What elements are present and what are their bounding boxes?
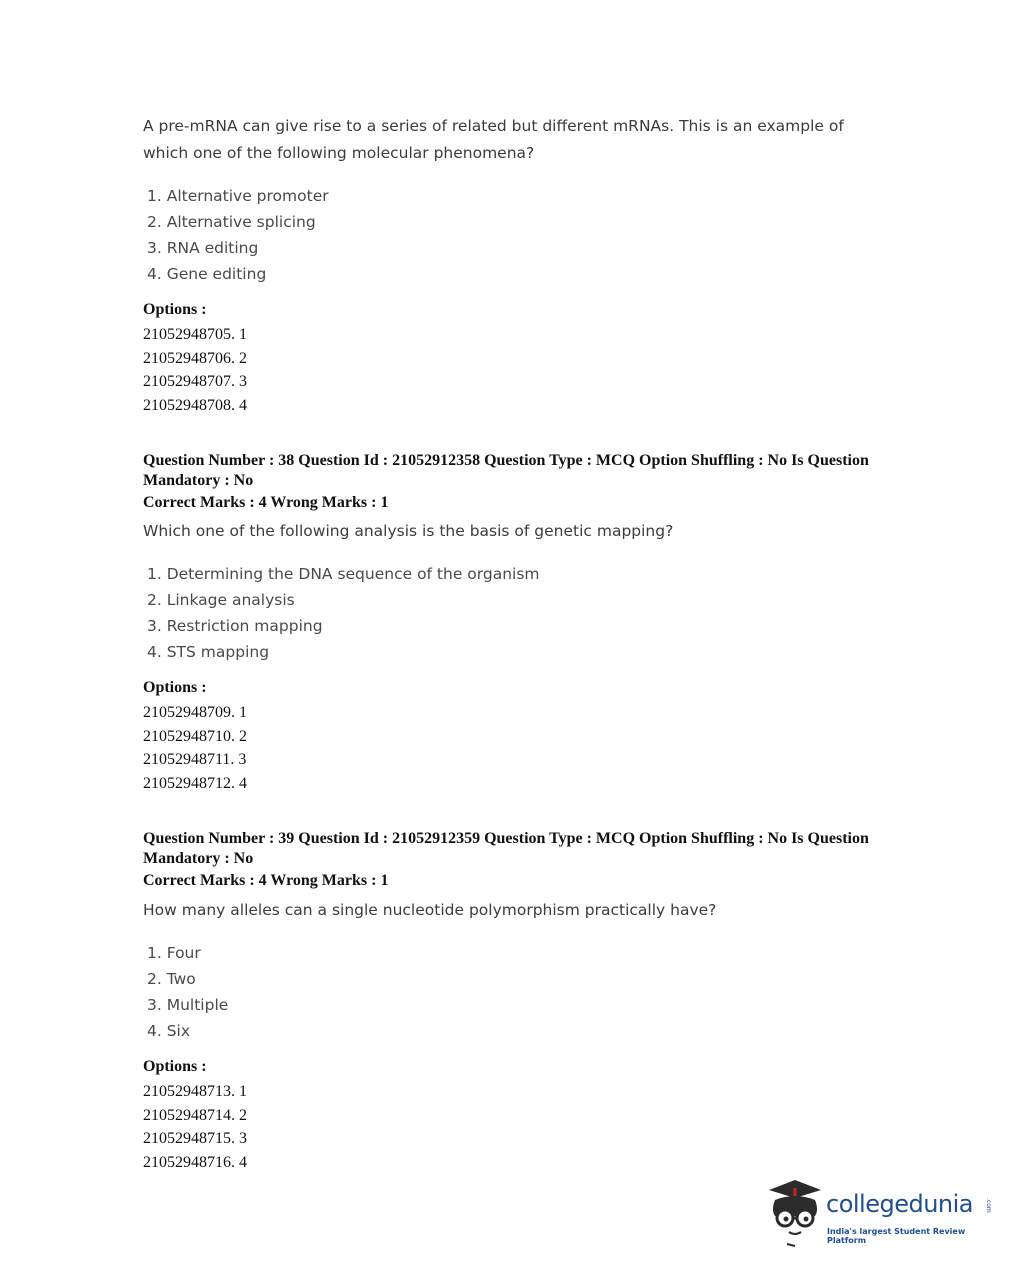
choice-item: 2. Linkage analysis	[147, 591, 295, 609]
logo-tagline: India's largest Student Review Platform	[827, 1227, 966, 1245]
question-38-text: Which one of the following analysis is the basis of genetic mapping?	[143, 522, 674, 540]
question-38-meta: Question Number : 38 Question Id : 21052912358 Question Type : MCQ Option Shuffling : No Is Question Mandatory : No	[143, 452, 869, 489]
choice-item: 2. Alternative splicing	[147, 213, 316, 231]
options-title: Options :	[143, 1058, 207, 1075]
choice-item: 3. Multiple	[147, 996, 229, 1014]
option-id-item: 21052948708. 4	[143, 397, 247, 415]
option-id-item: 21052948707. 3	[143, 373, 247, 391]
choice-item: 1. Determining the DNA sequence of the organism	[147, 565, 540, 583]
question-38-marks: Correct Marks : 4 Wrong Marks : 1	[143, 494, 389, 511]
question-37-text: A pre-mRNA can give rise to a series of related but different mRNAs. This is an example of which one of the following molecular phenomena?	[143, 117, 844, 162]
choice-item: 4. STS mapping	[147, 643, 270, 661]
question-37-choices	[147, 183, 329, 287]
question-39-option-ids	[143, 1080, 247, 1175]
question-39-meta: Question Number : 39 Question Id : 21052912359 Question Type : MCQ Option Shuffling : No Is Question Mandatory : No	[143, 830, 869, 867]
option-id-item: 21052948716. 4	[143, 1154, 247, 1172]
question-39-choices	[147, 940, 228, 1044]
option-id-item: 21052948705. 1	[143, 326, 247, 343]
question-39-marks: Correct Marks : 4 Wrong Marks : 1	[143, 872, 389, 889]
options-title: Options :	[143, 679, 207, 696]
logo-wordmark: collegedunia	[826, 1190, 974, 1218]
option-id-item: 21052948711. 3	[143, 751, 247, 769]
choice-item: 3. RNA editing	[147, 239, 259, 257]
choice-item: 4. Gene editing	[147, 265, 267, 283]
mascot-icon	[765, 1178, 825, 1248]
option-id-item: 21052948706. 2	[143, 349, 247, 367]
option-id-item: 21052948710. 2	[143, 727, 247, 745]
logo-com-suffix: .com	[985, 1198, 992, 1213]
option-id-item: 21052948715. 3	[143, 1130, 247, 1148]
option-id-item: 21052948712. 4	[143, 775, 247, 793]
question-37-option-ids	[143, 323, 247, 418]
option-id-item: 21052948713. 1	[143, 1083, 247, 1100]
choice-item: 3. Restriction mapping	[147, 617, 323, 635]
question-38-choices	[147, 561, 540, 665]
option-id-item: 21052948714. 2	[143, 1106, 247, 1124]
choice-item: 4. Six	[147, 1022, 191, 1040]
collegedunia-logo	[765, 1178, 995, 1248]
choice-item: 1. Alternative promoter	[147, 187, 329, 205]
choice-item: 2. Two	[147, 970, 196, 988]
question-38-option-ids	[143, 701, 247, 796]
option-id-item: 21052948709. 1	[143, 704, 247, 721]
question-39-text: How many alleles can a single nucleotide polymorphism practically have?	[143, 901, 717, 919]
options-title: Options :	[143, 301, 207, 318]
choice-item: 1. Four	[147, 944, 201, 962]
